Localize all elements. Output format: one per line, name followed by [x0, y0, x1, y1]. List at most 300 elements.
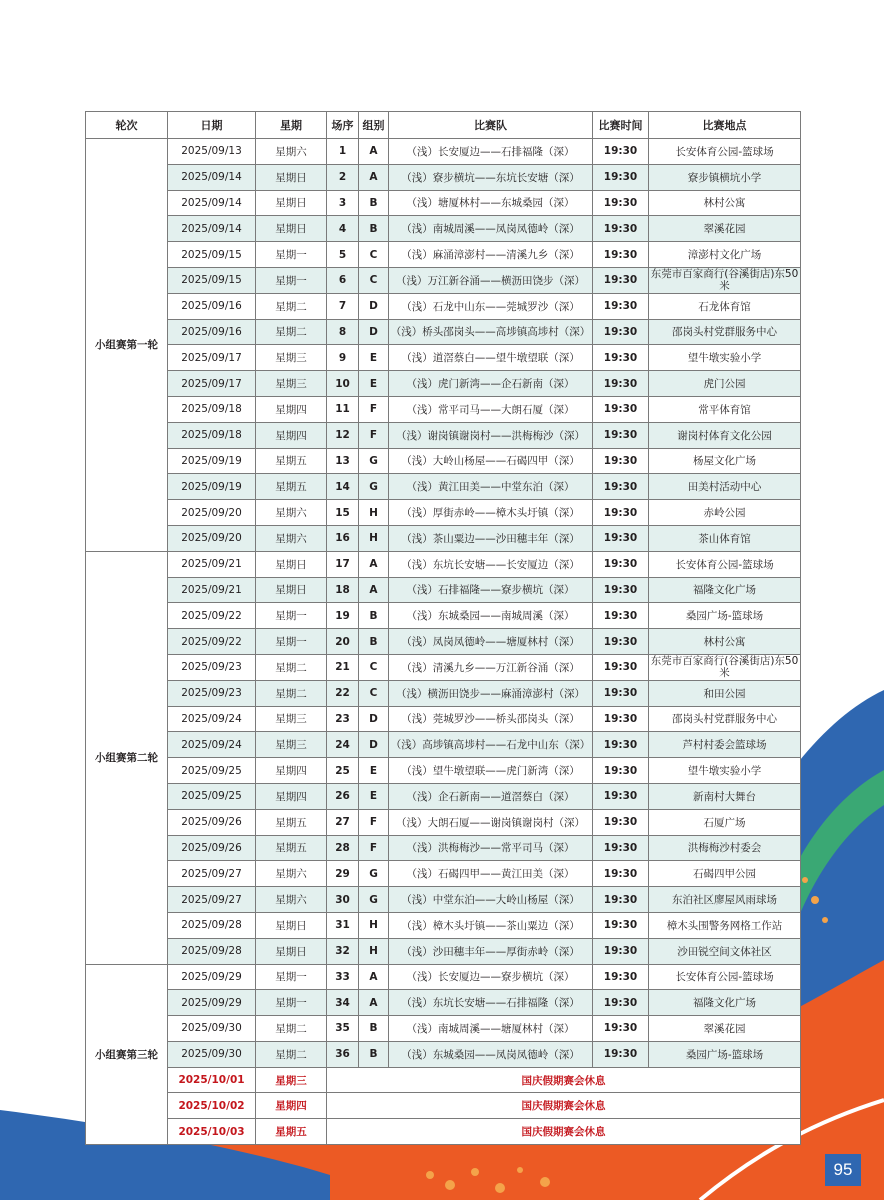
match-time: 19:30	[593, 216, 649, 242]
match-weekday: 星期二	[256, 319, 327, 345]
match-teams: （浅）望牛墩望联——虎门新湾（深）	[389, 758, 593, 784]
match-number: 32	[327, 938, 359, 964]
match-date: 2025/09/22	[168, 603, 256, 629]
match-teams: （浅）厚街赤岭——樟木头圩镇（深）	[389, 500, 593, 526]
match-venue: 长安体育公园-篮球场	[649, 964, 801, 990]
match-time: 19:30	[593, 139, 649, 165]
holiday-weekday: 星期三	[256, 1067, 327, 1093]
match-number: 24	[327, 732, 359, 758]
match-venue: 田美村活动中心	[649, 474, 801, 500]
header-group: 组别	[359, 112, 389, 139]
match-time: 19:30	[593, 1016, 649, 1042]
table-header-row	[86, 112, 801, 139]
match-time: 19:30	[593, 629, 649, 655]
match-weekday: 星期五	[256, 474, 327, 500]
match-number: 26	[327, 783, 359, 809]
table-row	[86, 758, 801, 784]
match-time: 19:30	[593, 577, 649, 603]
match-time: 19:30	[593, 164, 649, 190]
table-row	[86, 396, 801, 422]
match-date: 2025/09/23	[168, 654, 256, 680]
match-number: 19	[327, 603, 359, 629]
dot-shape	[471, 1168, 479, 1176]
match-teams: （浅）清溪九乡——万江新谷涌（深）	[389, 654, 593, 680]
match-venue: 石龙体育馆	[649, 293, 801, 319]
match-date: 2025/09/14	[168, 216, 256, 242]
match-teams: （浅）南城周溪——塘厦林村（深）	[389, 1016, 593, 1042]
match-number: 7	[327, 293, 359, 319]
dot-shape	[540, 1177, 550, 1187]
table-row	[86, 603, 801, 629]
table-row	[86, 783, 801, 809]
match-date: 2025/09/30	[168, 1041, 256, 1067]
match-date: 2025/09/30	[168, 1016, 256, 1042]
match-teams: （浅）万江新谷涌——横沥田饶步（深）	[389, 267, 593, 293]
match-group: F	[359, 809, 389, 835]
match-venue: 福隆文化广场	[649, 577, 801, 603]
table-row	[86, 912, 801, 938]
match-date: 2025/09/18	[168, 422, 256, 448]
match-group: C	[359, 654, 389, 680]
match-group: B	[359, 603, 389, 629]
match-number: 13	[327, 448, 359, 474]
match-number: 10	[327, 371, 359, 397]
match-number: 15	[327, 500, 359, 526]
match-number: 35	[327, 1016, 359, 1042]
match-teams: （浅）塘厦林村——东城桑园（深）	[389, 190, 593, 216]
match-teams: （浅）常平司马——大朗石厦（深）	[389, 396, 593, 422]
schedule-body	[86, 139, 801, 1145]
match-weekday: 星期一	[256, 964, 327, 990]
match-teams: （浅）大岭山杨屋——石碣四甲（深）	[389, 448, 593, 474]
match-venue: 芦村村委会篮球场	[649, 732, 801, 758]
match-time: 19:30	[593, 551, 649, 577]
header-round: 轮次	[86, 112, 168, 139]
table-row	[86, 319, 801, 345]
match-weekday: 星期六	[256, 887, 327, 913]
match-weekday: 星期一	[256, 603, 327, 629]
match-venue: 望牛墩实验小学	[649, 345, 801, 371]
match-number: 17	[327, 551, 359, 577]
match-date: 2025/09/27	[168, 861, 256, 887]
table-row	[86, 267, 801, 293]
match-weekday: 星期二	[256, 293, 327, 319]
match-teams: （浅）道滘蔡白——望牛墩望联（深）	[389, 345, 593, 371]
match-group: F	[359, 835, 389, 861]
table-row	[86, 861, 801, 887]
table-row	[86, 474, 801, 500]
match-group: D	[359, 293, 389, 319]
match-group: C	[359, 680, 389, 706]
match-venue: 翠溪花园	[649, 216, 801, 242]
match-teams: （浅）南城周溪——凤岗凤德岭（深）	[389, 216, 593, 242]
match-number: 22	[327, 680, 359, 706]
match-time: 19:30	[593, 654, 649, 680]
match-teams: （浅）莞城罗沙——桥头邵岗头（深）	[389, 706, 593, 732]
match-time: 19:30	[593, 422, 649, 448]
match-group: D	[359, 732, 389, 758]
match-venue: 福隆文化广场	[649, 990, 801, 1016]
match-group: B	[359, 1041, 389, 1067]
match-number: 12	[327, 422, 359, 448]
match-date: 2025/09/26	[168, 835, 256, 861]
match-teams: （浅）凤岗凤德岭——塘厦林村（深）	[389, 629, 593, 655]
match-schedule-table	[85, 111, 801, 1145]
match-group: H	[359, 912, 389, 938]
match-date: 2025/09/15	[168, 242, 256, 268]
match-venue: 茶山体育馆	[649, 525, 801, 551]
match-group: F	[359, 422, 389, 448]
match-weekday: 星期二	[256, 1041, 327, 1067]
match-time: 19:30	[593, 603, 649, 629]
header-match-no: 场序	[327, 112, 359, 139]
table-row	[86, 809, 801, 835]
match-venue: 桑园广场-篮球场	[649, 603, 801, 629]
match-venue: 林村公寓	[649, 190, 801, 216]
table-row	[86, 1016, 801, 1042]
match-number: 18	[327, 577, 359, 603]
match-time: 19:30	[593, 732, 649, 758]
match-number: 16	[327, 525, 359, 551]
dot-shape	[495, 1183, 505, 1193]
match-date: 2025/09/24	[168, 706, 256, 732]
match-number: 21	[327, 654, 359, 680]
match-group: B	[359, 1016, 389, 1042]
match-date: 2025/09/19	[168, 448, 256, 474]
table-row	[86, 990, 801, 1016]
match-weekday: 星期三	[256, 371, 327, 397]
match-venue: 长安体育公园-篮球场	[649, 139, 801, 165]
table-row	[86, 422, 801, 448]
match-number: 23	[327, 706, 359, 732]
match-weekday: 星期日	[256, 938, 327, 964]
match-venue: 邵岗头村党群服务中心	[649, 706, 801, 732]
table-row	[86, 293, 801, 319]
match-venue: 长安体育公园-篮球场	[649, 551, 801, 577]
header-teams: 比赛队	[389, 112, 593, 139]
match-group: F	[359, 396, 389, 422]
match-weekday: 星期日	[256, 912, 327, 938]
match-time: 19:30	[593, 783, 649, 809]
header-time: 比赛时间	[593, 112, 649, 139]
match-date: 2025/09/22	[168, 629, 256, 655]
match-weekday: 星期二	[256, 680, 327, 706]
table-row	[86, 577, 801, 603]
match-venue: 杨屋文化广场	[649, 448, 801, 474]
match-weekday: 星期一	[256, 242, 327, 268]
dot-shape	[445, 1180, 455, 1190]
table-row	[86, 525, 801, 551]
match-number: 3	[327, 190, 359, 216]
match-weekday: 星期一	[256, 990, 327, 1016]
match-venue: 和田公园	[649, 680, 801, 706]
match-group: B	[359, 216, 389, 242]
table-row	[86, 732, 801, 758]
match-date: 2025/09/28	[168, 938, 256, 964]
match-weekday: 星期一	[256, 267, 327, 293]
match-time: 19:30	[593, 500, 649, 526]
dot-shape	[811, 896, 819, 904]
match-group: C	[359, 267, 389, 293]
match-teams: （浅）石排福隆——寮步横坑（深）	[389, 577, 593, 603]
match-time: 19:30	[593, 964, 649, 990]
match-venue: 邵岗头村党群服务中心	[649, 319, 801, 345]
match-teams: （浅）洪梅梅沙——常平司马（深）	[389, 835, 593, 861]
match-date: 2025/09/14	[168, 190, 256, 216]
table-row	[86, 500, 801, 526]
match-time: 19:30	[593, 371, 649, 397]
match-number: 1	[327, 139, 359, 165]
match-teams: （浅）樟木头圩镇——茶山粟边（深）	[389, 912, 593, 938]
header-weekday: 星期	[256, 112, 327, 139]
match-venue: 樟木头围警务网格工作站	[649, 912, 801, 938]
dot-shape	[802, 877, 808, 883]
match-date: 2025/09/24	[168, 732, 256, 758]
match-venue: 东莞市百家商行(谷溪街店)东50米	[649, 654, 801, 680]
header-venue: 比赛地点	[649, 112, 801, 139]
match-time: 19:30	[593, 835, 649, 861]
match-venue: 沙田锐空间文体社区	[649, 938, 801, 964]
match-weekday: 星期日	[256, 577, 327, 603]
match-group: G	[359, 887, 389, 913]
table-row	[86, 164, 801, 190]
match-time: 19:30	[593, 190, 649, 216]
match-group: H	[359, 938, 389, 964]
match-number: 29	[327, 861, 359, 887]
match-group: H	[359, 525, 389, 551]
match-teams: （浅）东坑长安塘——石排福隆（深）	[389, 990, 593, 1016]
dot-shape	[822, 917, 828, 923]
match-group: A	[359, 139, 389, 165]
match-weekday: 星期四	[256, 783, 327, 809]
match-time: 19:30	[593, 525, 649, 551]
match-date: 2025/09/20	[168, 525, 256, 551]
match-group: B	[359, 190, 389, 216]
table-row	[86, 654, 801, 680]
match-venue: 东泊社区廖屋风雨球场	[649, 887, 801, 913]
match-date: 2025/09/17	[168, 371, 256, 397]
match-date: 2025/09/17	[168, 345, 256, 371]
table-row	[86, 1041, 801, 1067]
match-number: 9	[327, 345, 359, 371]
match-number: 36	[327, 1041, 359, 1067]
match-date: 2025/09/27	[168, 887, 256, 913]
match-date: 2025/09/20	[168, 500, 256, 526]
match-venue: 桑园广场-篮球场	[649, 1041, 801, 1067]
match-venue: 石厦广场	[649, 809, 801, 835]
match-teams: （浅）高埗镇高埗村——石龙中山东（深）	[389, 732, 593, 758]
match-teams: （浅）茶山粟边——沙田穗丰年（深）	[389, 525, 593, 551]
table-row	[86, 964, 801, 990]
match-group: A	[359, 551, 389, 577]
match-date: 2025/09/29	[168, 990, 256, 1016]
match-teams: （浅）中堂东泊——大岭山杨屋（深）	[389, 887, 593, 913]
holiday-note: 国庆假期赛会休息	[327, 1093, 801, 1119]
match-venue: 漳澎村文化广场	[649, 242, 801, 268]
dot-shape	[517, 1167, 523, 1173]
match-weekday: 星期五	[256, 448, 327, 474]
match-weekday: 星期日	[256, 164, 327, 190]
match-group: E	[359, 345, 389, 371]
match-number: 33	[327, 964, 359, 990]
match-venue: 虎门公园	[649, 371, 801, 397]
round-label: 小组赛第二轮	[86, 551, 168, 964]
match-teams: （浅）谢岗镇谢岗村——洪梅梅沙（深）	[389, 422, 593, 448]
match-date: 2025/09/13	[168, 139, 256, 165]
holiday-date: 2025/10/03	[168, 1119, 256, 1145]
holiday-note: 国庆假期赛会休息	[327, 1067, 801, 1093]
holiday-note: 国庆假期赛会休息	[327, 1119, 801, 1145]
match-weekday: 星期日	[256, 551, 327, 577]
holiday-date: 2025/10/02	[168, 1093, 256, 1119]
match-teams: （浅）东城桑园——南城周溪（深）	[389, 603, 593, 629]
table-row	[86, 706, 801, 732]
match-number: 2	[327, 164, 359, 190]
match-group: G	[359, 474, 389, 500]
match-venue: 常平体育馆	[649, 396, 801, 422]
holiday-row	[86, 1067, 801, 1093]
match-time: 19:30	[593, 887, 649, 913]
match-weekday: 星期二	[256, 654, 327, 680]
match-time: 19:30	[593, 267, 649, 293]
table-row	[86, 190, 801, 216]
match-venue: 新南村大舞台	[649, 783, 801, 809]
match-number: 30	[327, 887, 359, 913]
match-weekday: 星期二	[256, 1016, 327, 1042]
match-date: 2025/09/16	[168, 293, 256, 319]
match-venue: 谢岗村体育文化公园	[649, 422, 801, 448]
dot-shape	[426, 1171, 434, 1179]
round-label: 小组赛第一轮	[86, 139, 168, 552]
match-number: 20	[327, 629, 359, 655]
match-teams: （浅）东坑长安塘——长安厦边（深）	[389, 551, 593, 577]
match-time: 19:30	[593, 758, 649, 784]
match-group: A	[359, 164, 389, 190]
match-date: 2025/09/19	[168, 474, 256, 500]
match-date: 2025/09/25	[168, 758, 256, 784]
match-time: 19:30	[593, 319, 649, 345]
match-time: 19:30	[593, 448, 649, 474]
match-teams: （浅）长安厦边——寮步横坑（深）	[389, 964, 593, 990]
match-time: 19:30	[593, 474, 649, 500]
match-time: 19:30	[593, 680, 649, 706]
match-date: 2025/09/14	[168, 164, 256, 190]
match-time: 19:30	[593, 861, 649, 887]
table-row	[86, 448, 801, 474]
table-row	[86, 242, 801, 268]
match-venue: 望牛墩实验小学	[649, 758, 801, 784]
match-teams: （浅）东城桑园——凤岗凤德岭（深）	[389, 1041, 593, 1067]
match-date: 2025/09/18	[168, 396, 256, 422]
match-weekday: 星期三	[256, 706, 327, 732]
match-number: 8	[327, 319, 359, 345]
match-weekday: 星期一	[256, 629, 327, 655]
match-weekday: 星期六	[256, 861, 327, 887]
match-teams: （浅）大朗石厦——谢岗镇谢岗村（深）	[389, 809, 593, 835]
match-group: A	[359, 964, 389, 990]
match-group: G	[359, 861, 389, 887]
match-time: 19:30	[593, 242, 649, 268]
page-number: 95	[825, 1154, 861, 1186]
match-date: 2025/09/16	[168, 319, 256, 345]
match-date: 2025/09/21	[168, 551, 256, 577]
table-row	[86, 938, 801, 964]
match-time: 19:30	[593, 345, 649, 371]
table-row	[86, 887, 801, 913]
match-weekday: 星期六	[256, 525, 327, 551]
holiday-date: 2025/10/01	[168, 1067, 256, 1093]
match-group: A	[359, 577, 389, 603]
match-venue: 洪梅梅沙村委会	[649, 835, 801, 861]
match-time: 19:30	[593, 1041, 649, 1067]
match-group: D	[359, 319, 389, 345]
table-row	[86, 680, 801, 706]
match-teams: （浅）石龙中山东——莞城罗沙（深）	[389, 293, 593, 319]
holiday-row	[86, 1093, 801, 1119]
match-number: 25	[327, 758, 359, 784]
match-teams: （浅）虎门新湾——企石新南（深）	[389, 371, 593, 397]
match-weekday: 星期六	[256, 139, 327, 165]
match-weekday: 星期日	[256, 190, 327, 216]
match-group: E	[359, 371, 389, 397]
holiday-weekday: 星期四	[256, 1093, 327, 1119]
match-group: E	[359, 758, 389, 784]
match-group: G	[359, 448, 389, 474]
match-date: 2025/09/29	[168, 964, 256, 990]
match-weekday: 星期四	[256, 396, 327, 422]
match-group: A	[359, 990, 389, 1016]
match-date: 2025/09/23	[168, 680, 256, 706]
match-venue: 东莞市百家商行(谷溪街店)东50米	[649, 267, 801, 293]
match-weekday: 星期五	[256, 835, 327, 861]
match-number: 28	[327, 835, 359, 861]
match-time: 19:30	[593, 912, 649, 938]
holiday-weekday: 星期五	[256, 1119, 327, 1145]
match-group: E	[359, 783, 389, 809]
match-number: 5	[327, 242, 359, 268]
match-group: B	[359, 629, 389, 655]
match-number: 27	[327, 809, 359, 835]
match-group: H	[359, 500, 389, 526]
match-venue: 石碣四甲公园	[649, 861, 801, 887]
match-group: D	[359, 706, 389, 732]
match-date: 2025/09/21	[168, 577, 256, 603]
table-row	[86, 835, 801, 861]
match-weekday: 星期四	[256, 758, 327, 784]
match-weekday: 星期三	[256, 345, 327, 371]
table-row	[86, 216, 801, 242]
match-number: 11	[327, 396, 359, 422]
match-venue: 林村公寓	[649, 629, 801, 655]
match-weekday: 星期六	[256, 500, 327, 526]
match-weekday: 星期日	[256, 216, 327, 242]
match-time: 19:30	[593, 938, 649, 964]
match-number: 14	[327, 474, 359, 500]
match-time: 19:30	[593, 706, 649, 732]
round-label: 小组赛第三轮	[86, 964, 168, 1145]
match-teams: （浅）麻涌漳澎村——清溪九乡（深）	[389, 242, 593, 268]
match-date: 2025/09/25	[168, 783, 256, 809]
match-number: 34	[327, 990, 359, 1016]
match-weekday: 星期四	[256, 422, 327, 448]
match-time: 19:30	[593, 990, 649, 1016]
match-time: 19:30	[593, 809, 649, 835]
match-venue: 赤岭公园	[649, 500, 801, 526]
match-date: 2025/09/28	[168, 912, 256, 938]
match-teams: （浅）石碣四甲——黄江田美（深）	[389, 861, 593, 887]
table-row	[86, 371, 801, 397]
table-row	[86, 345, 801, 371]
